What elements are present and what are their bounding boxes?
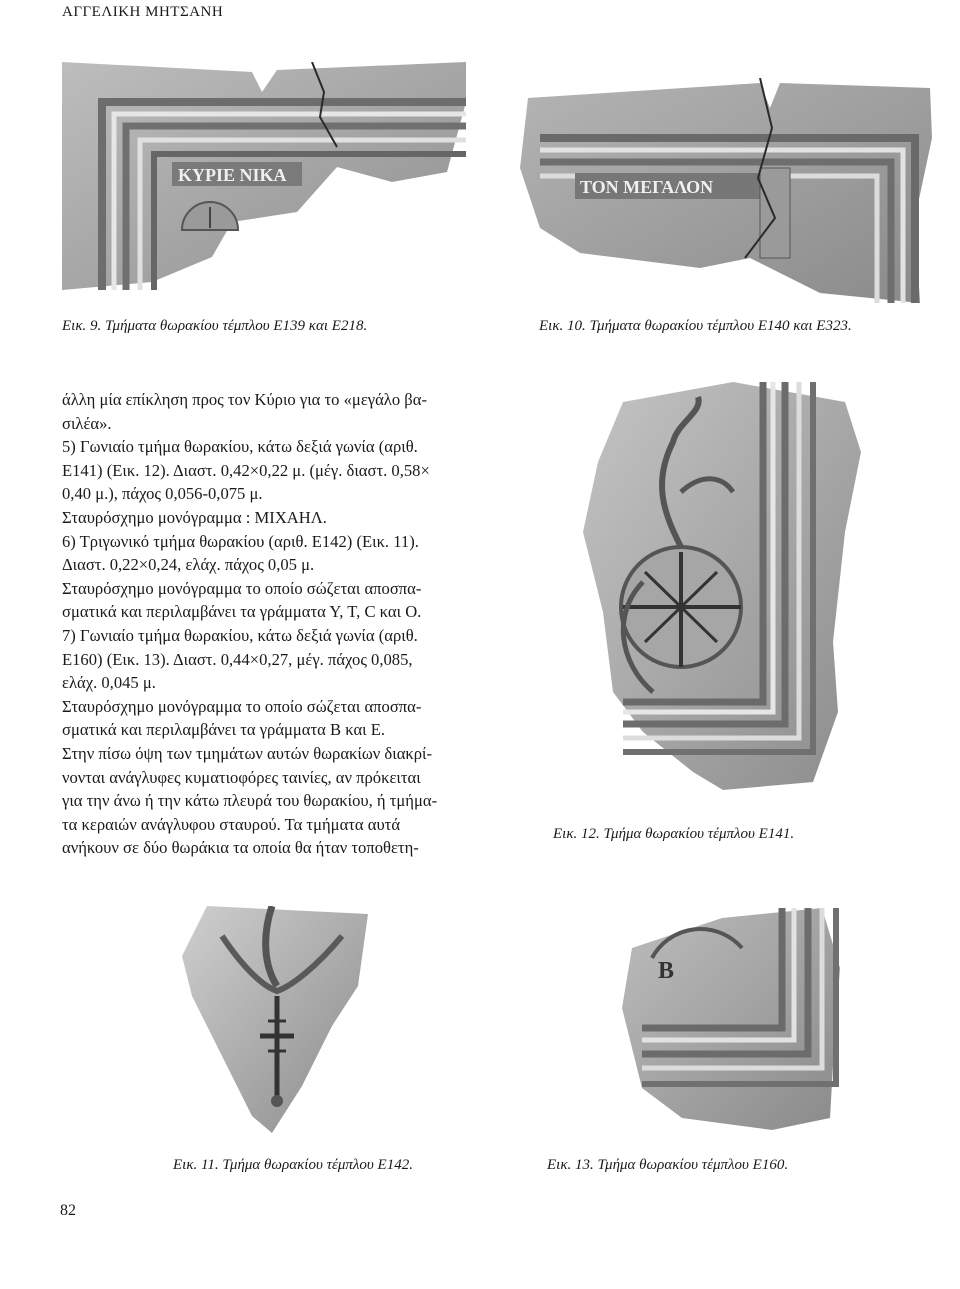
body-line: Σταυρόσχημο μονόγραμμα : ΜΙΧΑΗΛ. — [62, 507, 327, 527]
body-line: 5) Γωνιαίο τμήμα θωρακίου, κάτω δεξιά γωνία (αριθ. — [62, 437, 418, 457]
body-line: άλλη μία επίκληση προς τον Κύριο για το «μεγάλο βα- — [62, 390, 427, 409]
page-number: 82 — [60, 1202, 76, 1219]
body-line: Ε160) (Εικ. 13). Διαστ. 0,44×0,27, μέγ. πάχος 0,085, — [62, 649, 413, 669]
figure-9-inscription: ΚΥΡΙΕ ΝΙΚΑ — [178, 165, 287, 185]
figure-11-photo — [182, 906, 368, 1133]
body-line: Σταυρόσχημο μονόγραμμα το οποίο σώζεται αποσπα- — [62, 578, 422, 598]
body-line: Ε141) (Εικ. 12). Διαστ. 0,42×0,22 μ. (μέγ. διαστ. 0,58× — [62, 460, 430, 480]
body-line: τα κεραιών ανάγλυφου σταυρού. Τα τμήματα αυτά — [62, 814, 401, 834]
figure-10-inscription: ΤΟΝ ΜΕΓΑΛΟΝ — [580, 177, 714, 197]
figure-11-caption: Εικ. 11. Τμήμα θωρακίου τέμπλου Ε142. — [173, 1157, 413, 1173]
body-line: 7) Γωνιαίο τμήμα θωρακίου, κάτω δεξιά γωνία (αριθ. — [62, 625, 418, 645]
body-line: ανήκουν σε δύο θωράκια τα οποία θα ήταν τοποθετη- — [62, 838, 419, 858]
figure-10-photo — [520, 78, 940, 303]
figure-12-caption: Εικ. 12. Τμήμα θωρακίου τέμπλου Ε141. — [553, 826, 795, 842]
figure-9-caption: Εικ. 9. Τμήματα θωρακίου τέμπλου Ε139 και Ε218. — [62, 318, 368, 334]
body-line: 6) Τριγωνικό τμήμα θωρακίου (αριθ. Ε142) (Εικ. 11). — [62, 531, 419, 551]
body-line: ελάχ. 0,045 μ. — [62, 673, 156, 693]
body-line: Σταυρόσχημο μονόγραμμα το οποίο σώζεται αποσπα- — [62, 696, 422, 716]
body-line: Διαστ. 0,22×0,24, ελάχ. πάχος 0,05 μ. — [62, 555, 315, 575]
figure-12-photo — [583, 382, 861, 792]
body-line: για την άνω ή την κάτω πλευρά του θωρακίου, ή τμήμα- — [62, 791, 438, 811]
body-line: σιλέα». — [62, 413, 112, 433]
body-line: Στην πίσω όψη των τμημάτων αυτών θωρακίων διακρί- — [62, 743, 433, 763]
body-line: νονται ανάγλυφες κυματιοφόρες ταινίες, αν πρόκειται — [62, 767, 421, 787]
body-line: σματικά και περιλαμβάνει τα γράμματα Υ, Τ, C και Ο. — [62, 602, 422, 622]
figure-13-photo — [622, 908, 840, 1130]
figure-9-photo — [62, 62, 466, 290]
figure-10-caption: Εικ. 10. Τμήματα θωρακίου τέμπλου Ε140 και Ε323. — [539, 318, 852, 334]
running-header: ΑΓΓΕΛΙΚΗ ΜΗΤΣΑΝΗ — [62, 4, 224, 20]
body-text — [62, 388, 484, 860]
body-line: 0,40 μ.), πάχος 0,056-0,075 μ. — [62, 484, 263, 504]
svg-text:B: B — [658, 958, 675, 984]
figure-13-caption: Εικ. 13. Τμήμα θωρακίου τέμπλου Ε160. — [547, 1157, 789, 1173]
body-line: σματικά και περιλαμβάνει τα γράμματα Β και Ε. — [62, 720, 386, 740]
